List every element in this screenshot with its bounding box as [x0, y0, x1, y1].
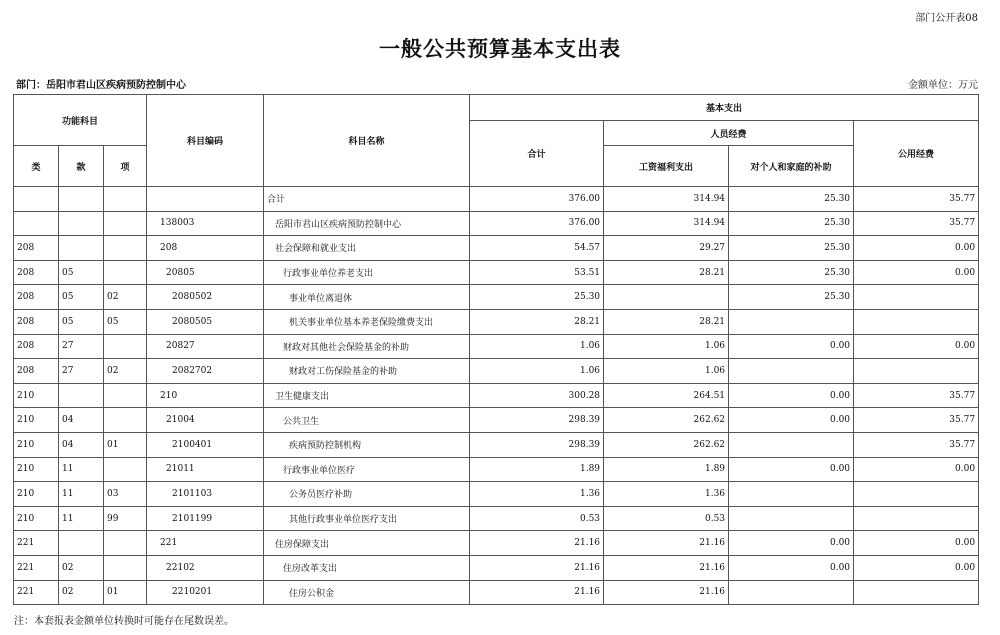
cell-xiang: [104, 211, 147, 236]
cell-total: 1.36: [470, 482, 604, 507]
cell-wages: 0.53: [604, 506, 729, 531]
cell-wages: 28.21: [604, 260, 729, 285]
cell-public: 35.77: [854, 187, 979, 212]
cell-subject-name: 行政事业单位医疗: [264, 457, 470, 482]
table-row: [14, 187, 979, 212]
cell-public: [854, 506, 979, 531]
cell-wages: [604, 285, 729, 310]
cell-total: 376.00: [470, 187, 604, 212]
cell-xiang: 03: [104, 482, 147, 507]
cell-subsidy: [729, 309, 854, 334]
cell-subject-name: 机关事业单位基本养老保险缴费支出: [264, 309, 470, 334]
cell-subsidy: 0.00: [729, 457, 854, 482]
amount-unit-label: 金额单位：万元: [908, 80, 978, 91]
cell-lei: 210: [14, 457, 59, 482]
cell-subsidy: 25.30: [729, 211, 854, 236]
cell-subject-name: 公务员医疗补助: [264, 482, 470, 507]
cell-kuan: 04: [59, 432, 104, 457]
cell-subsidy: 0.00: [729, 383, 854, 408]
cell-public: 0.00: [854, 260, 979, 285]
cell-kuan: 11: [59, 482, 104, 507]
cell-subject-name: 合计: [264, 187, 470, 212]
cell-lei: 210: [14, 408, 59, 433]
budget-table: [13, 94, 979, 605]
cell-public: [854, 285, 979, 310]
cell-public: [854, 309, 979, 334]
cell-public: [854, 580, 979, 605]
footnote: 注：本套报表金额单位转换时可能存在尾数误差。: [14, 616, 234, 627]
cell-subsidy: [729, 580, 854, 605]
cell-subsidy: 25.30: [729, 260, 854, 285]
cell-subsidy: 25.30: [729, 187, 854, 212]
header-subject-code: 科目编码: [147, 95, 264, 187]
cell-wages: 262.62: [604, 432, 729, 457]
table-row: [14, 506, 979, 531]
cell-subject-code: 20805: [147, 260, 264, 285]
cell-public: 35.77: [854, 408, 979, 433]
table-row: [14, 531, 979, 556]
cell-lei: 210: [14, 383, 59, 408]
cell-subsidy: 25.30: [729, 236, 854, 261]
cell-subject-code: 2101199: [147, 506, 264, 531]
cell-kuan: 05: [59, 260, 104, 285]
cell-subject-name: 住房改革支出: [264, 555, 470, 580]
cell-kuan: [59, 531, 104, 556]
cell-total: 376.00: [470, 211, 604, 236]
cell-wages: 21.16: [604, 555, 729, 580]
cell-public: 35.77: [854, 383, 979, 408]
table-row: [14, 285, 979, 310]
cell-wages: 1.89: [604, 457, 729, 482]
cell-subject-code: 210: [147, 383, 264, 408]
table-row: [14, 457, 979, 482]
cell-subject-code: 21004: [147, 408, 264, 433]
table-row: [14, 580, 979, 605]
cell-subsidy: [729, 482, 854, 507]
cell-public: [854, 482, 979, 507]
cell-total: 21.16: [470, 580, 604, 605]
cell-subject-code: 138003: [147, 211, 264, 236]
cell-total: 298.39: [470, 432, 604, 457]
cell-lei: 210: [14, 506, 59, 531]
cell-lei: 208: [14, 285, 59, 310]
cell-subject-code: 21011: [147, 457, 264, 482]
cell-wages: 1.06: [604, 334, 729, 359]
table-row: [14, 383, 979, 408]
cell-public: 0.00: [854, 236, 979, 261]
cell-xiang: [104, 334, 147, 359]
cell-wages: 29.27: [604, 236, 729, 261]
cell-lei: [14, 187, 59, 212]
cell-kuan: 02: [59, 555, 104, 580]
cell-xiang: [104, 555, 147, 580]
table-row: [14, 236, 979, 261]
cell-lei: 208: [14, 260, 59, 285]
header-public: 公用经费: [854, 121, 979, 187]
cell-public: 35.77: [854, 432, 979, 457]
cell-subject-name: 疾病预防控制机构: [264, 432, 470, 457]
cell-total: 0.53: [470, 506, 604, 531]
cell-subject-code: 2082702: [147, 359, 264, 384]
cell-subject-name: 事业单位离退休: [264, 285, 470, 310]
cell-kuan: 05: [59, 285, 104, 310]
cell-subject-code: 2210201: [147, 580, 264, 605]
cell-subsidy: [729, 359, 854, 384]
cell-wages: 314.94: [604, 211, 729, 236]
cell-xiang: [104, 531, 147, 556]
department-label: 部门：岳阳市君山区疾病预防控制中心: [16, 80, 186, 91]
cell-subsidy: 0.00: [729, 334, 854, 359]
cell-xiang: 01: [104, 580, 147, 605]
header-subject-name: 科目名称: [264, 95, 470, 187]
cell-xiang: 02: [104, 359, 147, 384]
cell-total: 54.57: [470, 236, 604, 261]
cell-subject-name: 行政事业单位养老支出: [264, 260, 470, 285]
cell-wages: 1.06: [604, 359, 729, 384]
cell-subject-code: 208: [147, 236, 264, 261]
table-body: [14, 187, 979, 605]
cell-xiang: [104, 260, 147, 285]
header-personnel: 人员经费: [604, 121, 854, 146]
cell-subject-name: 岳阳市君山区疾病预防控制中心: [264, 211, 470, 236]
cell-subsidy: 0.00: [729, 555, 854, 580]
cell-xiang: [104, 457, 147, 482]
cell-wages: 21.16: [604, 531, 729, 556]
cell-kuan: [59, 236, 104, 261]
table-row: [14, 555, 979, 580]
table-row: [14, 359, 979, 384]
cell-lei: 221: [14, 580, 59, 605]
table-row: [14, 334, 979, 359]
cell-subject-name: 财政对工伤保险基金的补助: [264, 359, 470, 384]
cell-subsidy: 0.00: [729, 408, 854, 433]
table-row: [14, 309, 979, 334]
cell-xiang: [104, 408, 147, 433]
cell-lei: 221: [14, 555, 59, 580]
cell-subject-code: 2080502: [147, 285, 264, 310]
table-row: [14, 408, 979, 433]
page-title: 一般公共预算基本支出表: [379, 37, 621, 61]
cell-public: [854, 359, 979, 384]
header-lei: 类: [14, 146, 59, 187]
cell-lei: 208: [14, 236, 59, 261]
cell-xiang: [104, 236, 147, 261]
cell-kuan: [59, 187, 104, 212]
header-wages: 工资福利支出: [604, 146, 729, 187]
header-basic-expenditure: 基本支出: [470, 95, 979, 121]
cell-xiang: 01: [104, 432, 147, 457]
cell-total: 21.16: [470, 531, 604, 556]
cell-kuan: [59, 211, 104, 236]
form-code: 部门公开表08: [915, 13, 978, 24]
cell-kuan: [59, 383, 104, 408]
cell-kuan: 11: [59, 506, 104, 531]
cell-public: 0.00: [854, 334, 979, 359]
cell-subject-name: 财政对其他社会保险基金的补助: [264, 334, 470, 359]
cell-subject-name: 其他行政事业单位医疗支出: [264, 506, 470, 531]
cell-lei: 221: [14, 531, 59, 556]
header-func-subject: 功能科目: [14, 95, 147, 146]
cell-kuan: 02: [59, 580, 104, 605]
cell-kuan: 05: [59, 309, 104, 334]
cell-subsidy: [729, 432, 854, 457]
cell-lei: [14, 211, 59, 236]
cell-lei: 210: [14, 432, 59, 457]
cell-lei: 208: [14, 359, 59, 384]
cell-subject-code: 22102: [147, 555, 264, 580]
cell-subsidy: [729, 506, 854, 531]
header-kuan: 款: [59, 146, 104, 187]
cell-total: 28.21: [470, 309, 604, 334]
cell-subject-name: 社会保障和就业支出: [264, 236, 470, 261]
cell-public: 0.00: [854, 531, 979, 556]
cell-subsidy: 0.00: [729, 531, 854, 556]
cell-xiang: 02: [104, 285, 147, 310]
header-subsidy: 对个人和家庭的补助: [729, 146, 854, 187]
cell-lei: 208: [14, 309, 59, 334]
cell-total: 1.06: [470, 359, 604, 384]
cell-xiang: [104, 187, 147, 212]
cell-total: 25.30: [470, 285, 604, 310]
header-total: 合计: [470, 121, 604, 187]
table-row: [14, 432, 979, 457]
cell-lei: 208: [14, 334, 59, 359]
cell-subject-code: 221: [147, 531, 264, 556]
cell-kuan: 27: [59, 334, 104, 359]
cell-wages: 262.62: [604, 408, 729, 433]
cell-kuan: 04: [59, 408, 104, 433]
cell-subject-code: 2080505: [147, 309, 264, 334]
table-row: [14, 482, 979, 507]
cell-subsidy: 25.30: [729, 285, 854, 310]
cell-subject-code: [147, 187, 264, 212]
cell-xiang: 05: [104, 309, 147, 334]
cell-wages: 314.94: [604, 187, 729, 212]
cell-wages: 28.21: [604, 309, 729, 334]
cell-total: 1.06: [470, 334, 604, 359]
cell-xiang: 99: [104, 506, 147, 531]
cell-subject-name: 卫生健康支出: [264, 383, 470, 408]
cell-public: 0.00: [854, 555, 979, 580]
cell-total: 53.51: [470, 260, 604, 285]
cell-wages: 264.51: [604, 383, 729, 408]
cell-kuan: 27: [59, 359, 104, 384]
cell-subject-code: 2100401: [147, 432, 264, 457]
cell-public: 35.77: [854, 211, 979, 236]
cell-total: 298.39: [470, 408, 604, 433]
cell-total: 1.89: [470, 457, 604, 482]
cell-subject-name: 住房公积金: [264, 580, 470, 605]
cell-total: 300.28: [470, 383, 604, 408]
cell-subject-name: 公共卫生: [264, 408, 470, 433]
cell-subject-name: 住房保障支出: [264, 531, 470, 556]
cell-public: 0.00: [854, 457, 979, 482]
cell-kuan: 11: [59, 457, 104, 482]
cell-wages: 1.36: [604, 482, 729, 507]
table-row: [14, 211, 979, 236]
cell-wages: 21.16: [604, 580, 729, 605]
cell-lei: 210: [14, 482, 59, 507]
table-row: [14, 260, 979, 285]
cell-total: 21.16: [470, 555, 604, 580]
cell-xiang: [104, 383, 147, 408]
cell-subject-code: 20827: [147, 334, 264, 359]
header-xiang: 项: [104, 146, 147, 187]
cell-subject-code: 2101103: [147, 482, 264, 507]
